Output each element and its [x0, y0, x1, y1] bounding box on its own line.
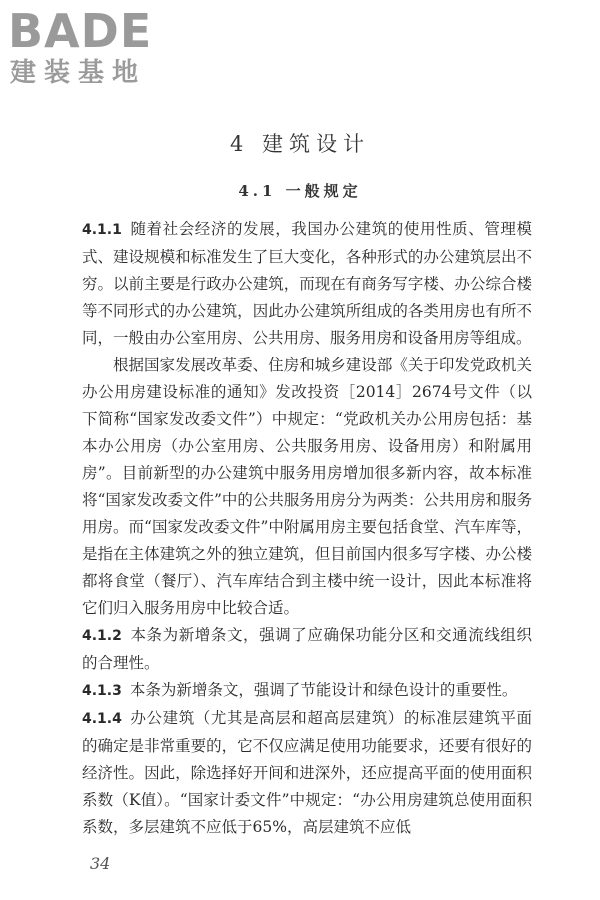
body-text [82, 216, 532, 841]
clause-text: 办公建筑（尤其是高层和超高层建筑）的标准层建筑平面的确定是非常重要的，它不仅应满足使用功能要求，还要有很好的经济性。因此，除选择好开间和进深外，还应提高平面的使用面积系数（K值）。“国家计委文件”中规定：“办公用房建筑总使用面积系数，多层建筑不应低于65%，高层建筑不应低 [82, 709, 532, 836]
clause-number: 4.1.1 [82, 222, 122, 238]
chapter-title: 4 建筑设计 [229, 132, 371, 156]
clause-4-1-2 [82, 622, 532, 677]
logo [8, 6, 178, 92]
clause-number: 4.1.3 [82, 683, 122, 699]
clause-4-1-1-paragraph-2 [82, 352, 532, 622]
clause-4-1-4 [82, 705, 532, 841]
clause-4-1-1 [82, 216, 532, 352]
page-number: 34 [90, 854, 111, 873]
clause-number: 4.1.4 [82, 711, 122, 727]
clause-number: 4.1.2 [82, 628, 122, 644]
paragraph-text: 根据国家发展改革委、住房和城乡建设部《关于印发党政机关办公用房建设标准的通知》发改投资［2014］2674号文件（以下简称“国家发改委文件”）中规定：“党政机关办公用房包括：基本办公用房（办公室用房、公共服务用房、设备用房）和附属用房”。目前新型的办公建筑中服务用房增加很多新内容，故本标准将“国家发改委文件”中的公共服务用房分为两类：公共用房和服务用房。而“国家发改委文件”中附属用房主要包括食堂、汽车库等，是指在主体建筑之外的独立建筑，但目前国内很多写字楼、办公楼都将食堂（餐厅）、汽车库结合到主楼中统一设计，因此本标准将它们归入服务用房中比较合适。 [82, 356, 532, 617]
logo-subtitle: 建装基地 [10, 58, 147, 88]
clause-text: 随着社会经济的发展，我国办公建筑的使用性质、管理模式、建设规模和标准发生了巨大变化，各种形式的办公建筑层出不穷。以前主要是行政办公建筑，而现在有商务写字楼、办公综合楼等不同形式的办公建筑，因此办公建筑所组成的各类用房也有所不同，一般由办公室用房、公共用房、服务用房和设备用房等组成。 [82, 220, 532, 347]
logo-brand: BADE [8, 4, 153, 58]
clause-4-1-3 [82, 677, 532, 705]
section-title: 4.1 一般规定 [238, 182, 362, 200]
clause-text: 本条为新增条文，强调了应确保功能分区和交通流线组织的合理性。 [82, 626, 532, 672]
clause-text: 本条为新增条文，强调了节能设计和绿色设计的重要性。 [129, 681, 518, 699]
